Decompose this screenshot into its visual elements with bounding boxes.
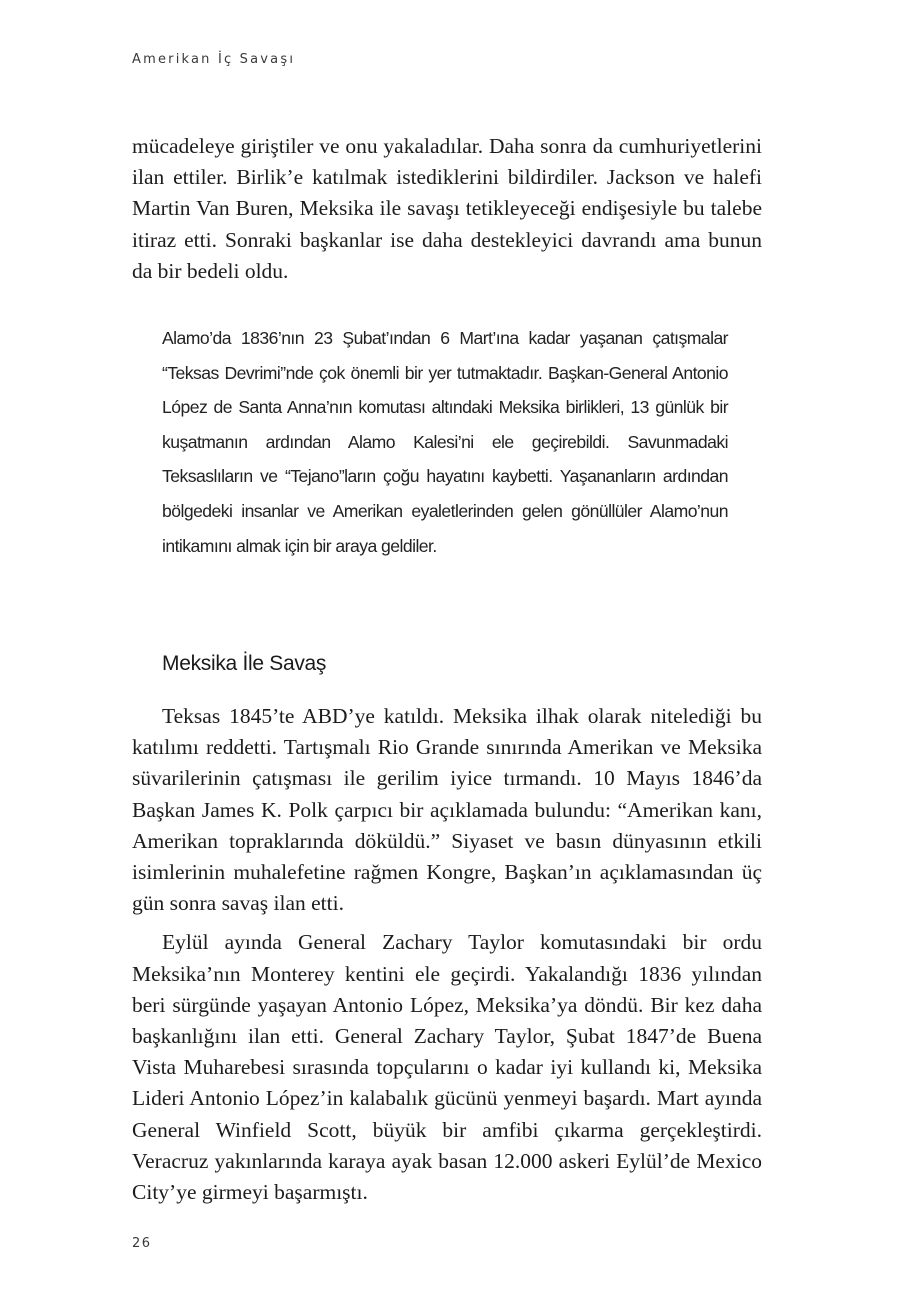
intro-paragraph: mücadeleye giriştiler ve onu yakaladılar. Daha sonra da cumhuriyetlerini ilan ettiler. Birlik’e katılmak istediklerini bildirdiler. Jackson ve halefi Martin Van Buren, Meksika ile savaşı tetikleyeceği endişesiyle bu talebe itiraz etti. Sonraki başkanlar ise daha destekleyici davrandı ama bunun da bir bedeli oldu. bbox=[132, 134, 762, 283]
section-body bbox=[132, 701, 762, 1208]
section-paragraph-2: Eylül ayında General Zachary Taylor komutasındaki bir ordu Meksika’nın Monterey kentini ele geçirdi. Yakalandığı 1836 yılından beri sürgünde yaşayan Antonio López, Meksika’ya döndü. Bir kez daha başkanlığını ilan etti. General Zachary Taylor, Şubat 1847’de Buena Vista Muharebesi sırasında topçularını o kadar iyi kullandı ki, Meksika Lideri Antonio López’in kalabalık gücünü yenmeyi başardı. Mart ayında General Winfield Scott, büyük bir amfibi çıkarma gerçekleştirdi. Veracruz yakınlarında karaya ayak basan 12.000 askeri Eylül’de Mexico City’ye girmeyi başarmıştı. bbox=[132, 930, 762, 1205]
section-heading: Meksika İle Savaş bbox=[162, 652, 327, 675]
section-paragraph-1: Teksas 1845’te ABD’ye katıldı. Meksika ilhak olarak nitelediği bu katılımı reddetti. Tartışmalı Rio Grande sınırında Amerikan ve Meksika süvarilerinin çatışması ile gerilim iyice tırmandı. 10 Mayıs 1846’da Başkan James K. Polk çarpıcı bir açıklamada bulundu: “Amerikan kanı, Amerikan topraklarında döküldü.” Siyaset ve basın dünyasının etkili isimlerinin muhalefetine rağmen Kongre, Başkan’ın açıklamasından üç gün sonra savaş ilan etti. bbox=[132, 704, 762, 916]
intro-text-block bbox=[132, 131, 762, 287]
running-head: Amerikan İç Savaşı bbox=[132, 52, 296, 67]
alamo-callout-text: Alamo’da 1836’nın 23 Şubat’ından 6 Mart’ına kadar yaşanan çatışmalar “Teksas Devrimi”nde çok önemli bir yer tutmaktadır. Başkan-General Antonio López de Santa Anna’nın komutası altındaki Meksika birlikleri, 13 günlük bir kuşatmanın ardından Alamo Kalesi’ni ele geçirebildi. Savunmadaki Teksaslıların ve “Tejano”ların çoğu hayatını kaybetti. Yaşananların ardından bölgedeki insanlar ve Amerikan eyaletlerinden gelen gönüllüler Alamo’nun intikamını almak için bir araya geldiler. bbox=[162, 328, 728, 556]
page-number: 26 bbox=[132, 1236, 152, 1251]
